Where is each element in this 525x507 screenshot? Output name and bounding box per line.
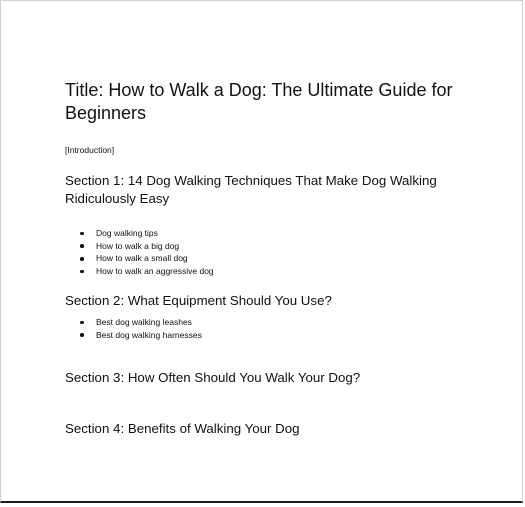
section-1-bullet-list [78, 227, 214, 278]
section-1-heading: Section 1: 14 Dog Walking Techniques That Make Dog Walking Ridiculously Easy [65, 173, 437, 206]
list-item [78, 252, 214, 265]
bullet-icon [80, 244, 84, 248]
document-title: Title: How to Walk a Dog: The Ultimate Guide for Beginners [65, 80, 453, 123]
bullet-icon [80, 321, 84, 325]
list-item-text: Best dog walking leashes [96, 317, 192, 327]
list-item [78, 240, 214, 253]
list-item-text: Dog walking tips [96, 228, 158, 238]
bullet-icon [80, 270, 84, 274]
list-item [78, 329, 202, 342]
section-4-heading: Section 4: Benefits of Walking Your Dog [65, 421, 300, 436]
bullet-icon [80, 232, 84, 236]
list-item [78, 227, 214, 240]
section-3-heading: Section 3: How Often Should You Walk Your Dog? [65, 370, 361, 385]
list-item [78, 265, 214, 278]
list-item-text: How to walk a big dog [96, 240, 180, 251]
list-item-text: How to walk an aggressive dog [96, 266, 214, 277]
list-item-text: Best dog walking harnesses [96, 329, 202, 340]
section-2-bullet-list [78, 316, 202, 341]
list-item [78, 316, 202, 329]
list-item-text: How to walk a small dog [96, 253, 188, 264]
bullet-icon [80, 257, 84, 261]
introduction-placeholder: [Introduction] [65, 145, 115, 155]
section-2-heading: Section 2: What Equipment Should You Use? [65, 293, 332, 308]
bullet-icon [80, 333, 84, 337]
